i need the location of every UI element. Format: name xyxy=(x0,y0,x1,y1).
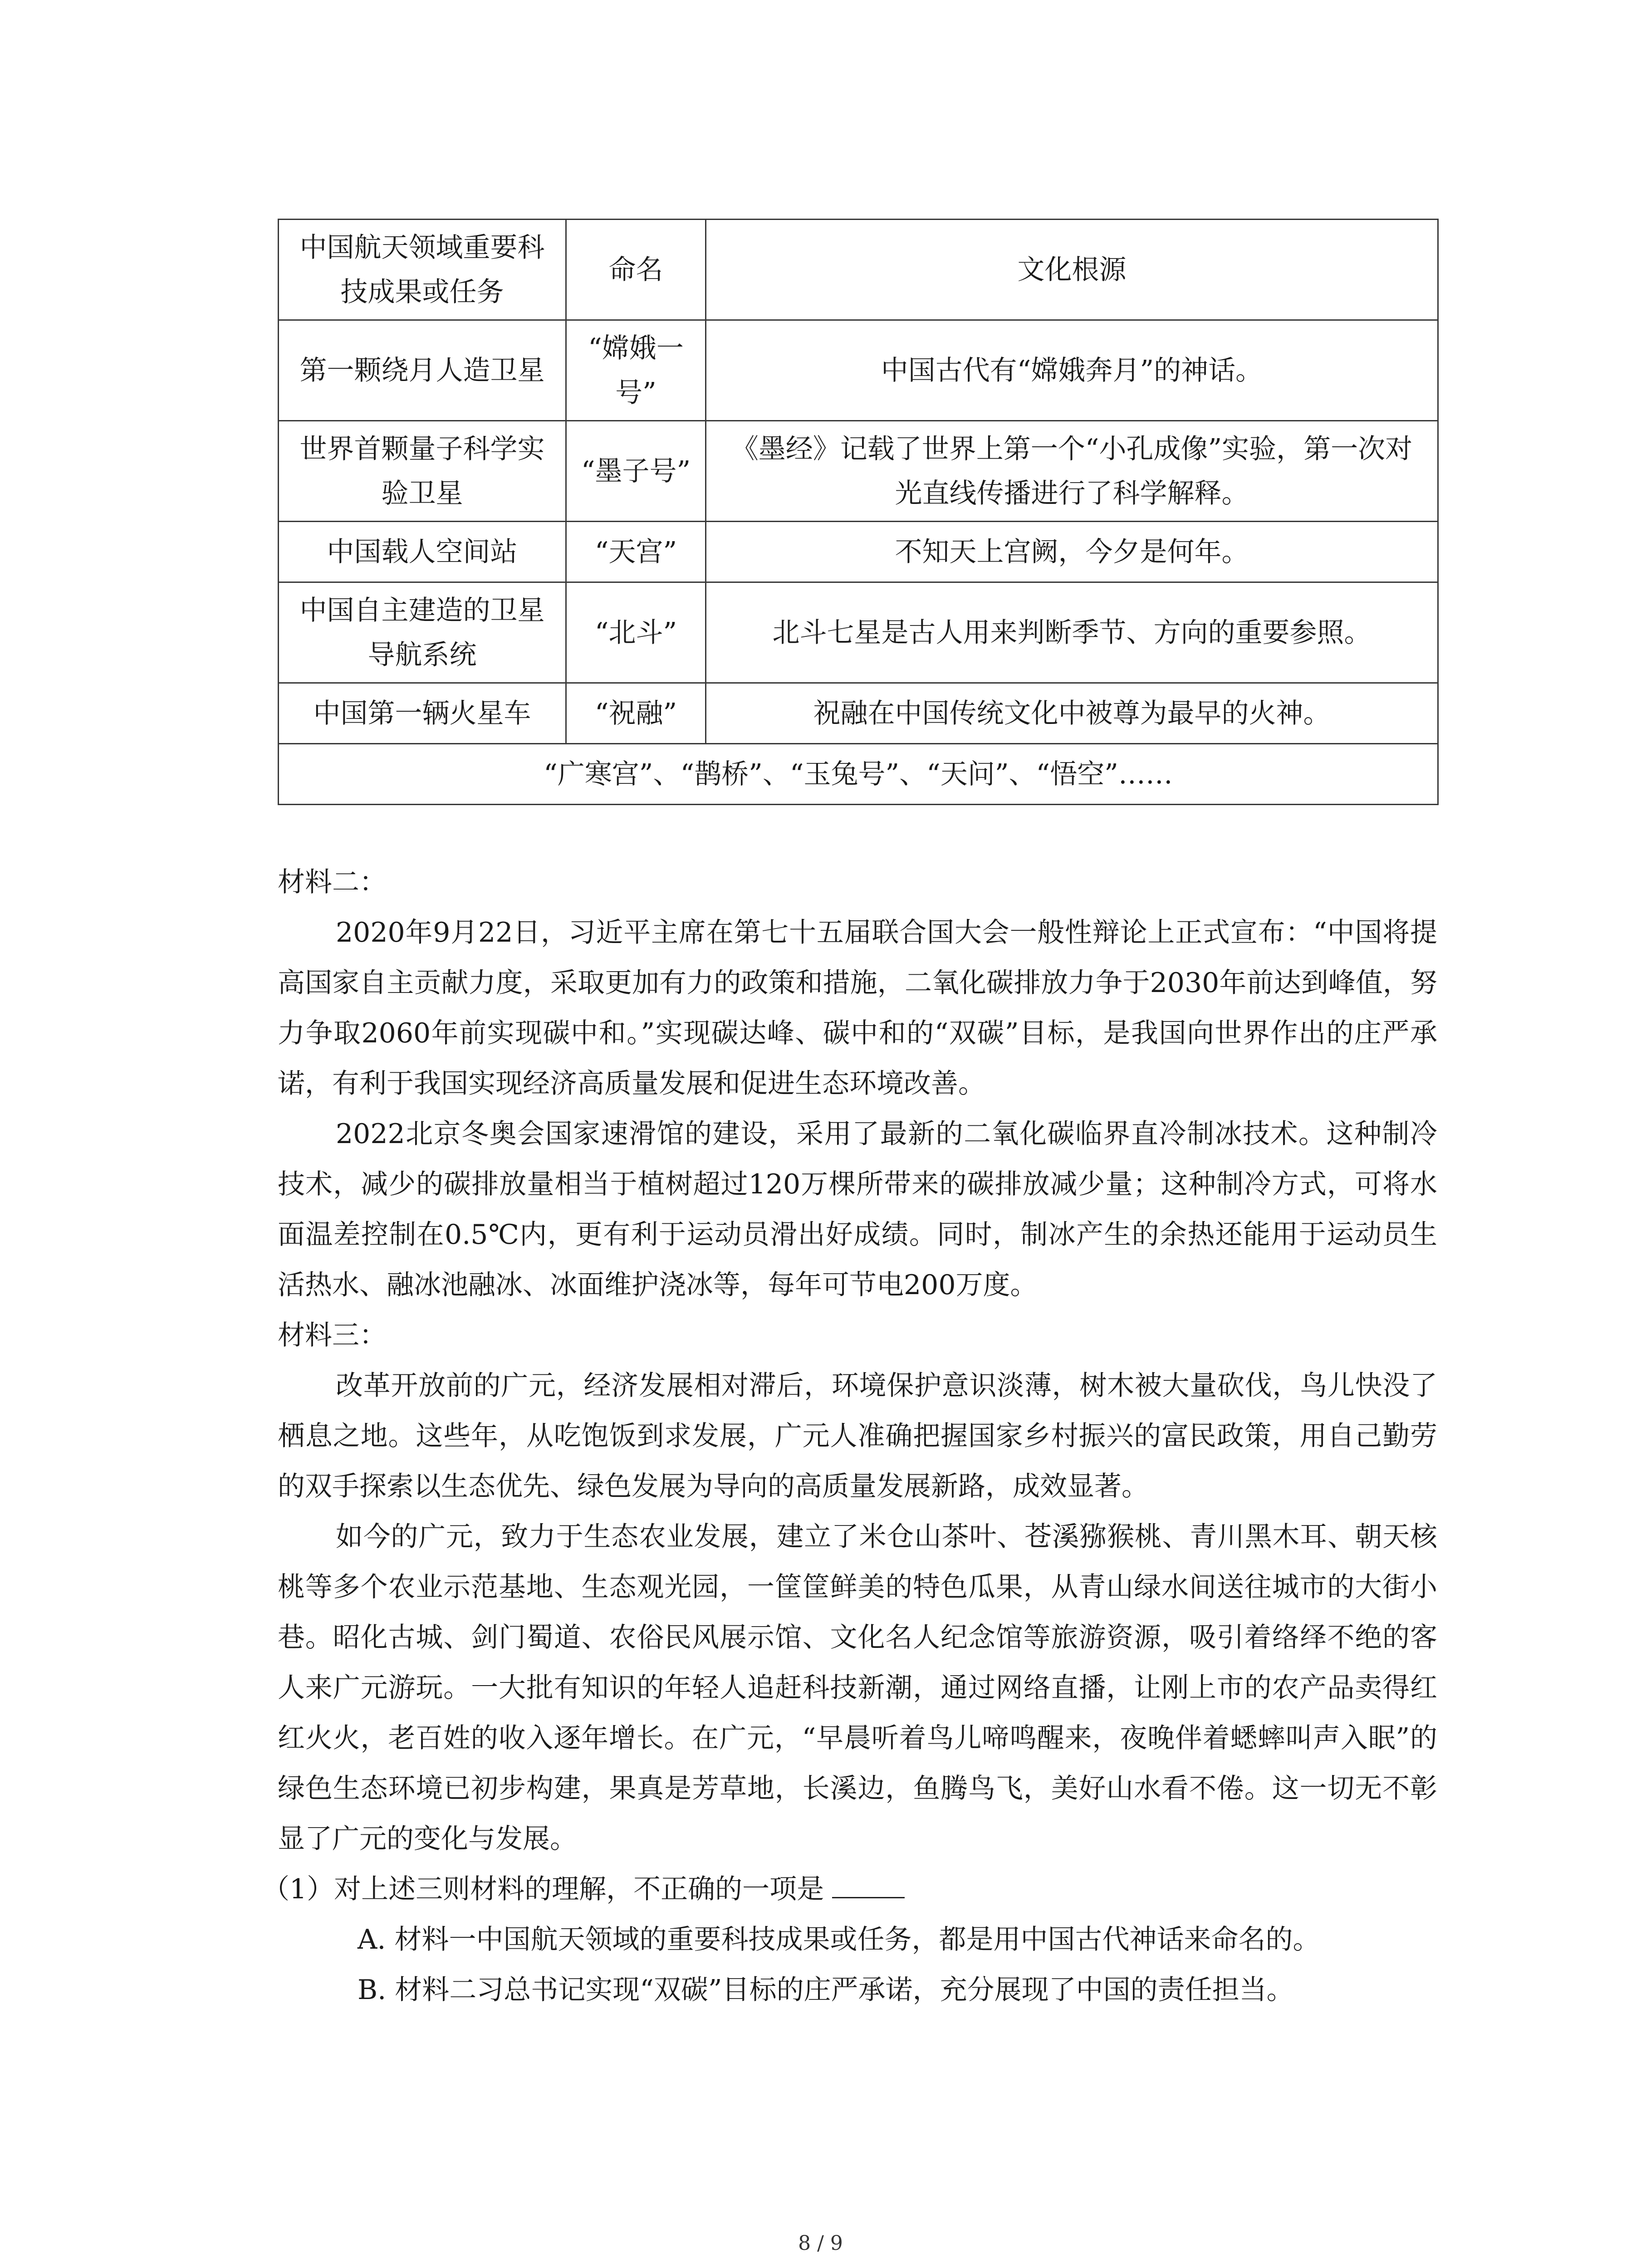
option-a: A. 材料一中国航天领域的重要科技成果或任务，都是用中国古代神话来命名的。 xyxy=(358,1924,1320,1955)
material2-paragraph-2: 2022北京冬奥会国家速滑馆的建设，采用了最新的二氧化碳临界直冷制冰技术。这种制冷技术，减少的碳排放量相当于植树超过120万棵所带来的碳排放减少量；这种制冷方式，可将水面温差控制在0.5℃内，更有利于运动员滑出好成绩。同时，制冰产生的余热还能用于运动员生活热水、融冰池融冰、冰面维护浇冰等，每年可节电200万度。 xyxy=(278,1118,1437,1301)
material3-paragraph-2: 如今的广元，致力于生态农业发展，建立了米仓山茶叶、苍溪猕猴桃、青川黑木耳、朝天核桃等多个农业示范基地、生态观光园，一筐筐鲜美的特色瓜果，从青山绿水间送往城市的大街小巷。昭化古城、剑门蜀道、农俗民风展示馆、文化名人纪念馆等旅游资源，吸引着络绎不绝的客人来广元游玩。一大批有知识的年轻人追赶科技新潮，通过网络直播，让刚上市的农产品卖得红红火火，老百姓的收入逐年增长。在广元，“早晨听着鸟儿啼鸣醒来，夜晚伴着蟋蟀叫声入眠”的绿色生态环境已初步构建，果真是芳草地，长溪边，鱼腾鸟飞，美好山水看不倦。这一切无不彰显了广元的变化与发展。 xyxy=(278,1521,1437,1855)
material3-label: 材料三： xyxy=(278,1320,387,1351)
page-number: 8 / 9 xyxy=(798,2232,843,2255)
origin-cell: 祝融在中国传统文化中被尊为最早的火神。 xyxy=(706,683,1438,744)
name-cell: “天宫” xyxy=(566,522,706,582)
name-cell: “祝融” xyxy=(566,683,706,744)
question-1 xyxy=(262,1864,1437,1915)
achievement-cell: 中国第一辆火星车 xyxy=(279,683,566,744)
table-row xyxy=(279,421,1438,522)
header-cell: 命名 xyxy=(566,220,706,320)
achievement-cell: 世界首颗量子科学实验卫星 xyxy=(279,421,566,522)
table-row xyxy=(279,320,1438,421)
achievement-cell: 中国载人空间站 xyxy=(279,522,566,582)
material2-paragraph-1: 2020年9月22日，习近平主席在第七十五届联合国大会一般性辩论上正式宣布：“中国将提高国家自主贡献力度，采取更加有力的政策和措施，二氧化碳排放力争于2030年前达到峰值，努力争取2060年前实现碳中和。”实现碳达峰、碳中和的“双碳”目标，是我国向世界作出的庄严承诺，有利于我国实现经济高质量发展和促进生态环境改善。 xyxy=(278,917,1437,1100)
footer-cell: “广寒宫”、“鹊桥”、“玉兔号”、“天问”、“悟空”…… xyxy=(279,744,1438,805)
table-row xyxy=(279,683,1438,744)
table-row xyxy=(279,522,1438,582)
header-cell: 中国航天领域重要科技成果或任务 xyxy=(279,220,566,320)
origin-cell: 不知天上宫阙，今夕是何年。 xyxy=(706,522,1438,582)
option-b: B. 材料二习总书记实现“双碳”目标的庄严承诺，充分展现了中国的责任担当。 xyxy=(358,1974,1294,2006)
header-cell: 文化根源 xyxy=(706,220,1438,320)
origin-cell: 《墨经》记载了世界上第一个“小孔成像”实验，第一次对光直线传播进行了科学解释。 xyxy=(706,421,1438,522)
name-cell: “墨子号” xyxy=(566,421,706,522)
text-area xyxy=(262,857,1437,2015)
material2-label: 材料二： xyxy=(278,866,387,898)
material3-paragraph-1: 改革开放前的广元，经济发展相对滞后，环境保护意识淡薄，树木被大量砍伐，鸟儿快没了栖息之地。这些年，从吃饱饭到求发展，广元人准确把握国家乡村振兴的富民政策，用自己勤劳的双手探索以生态优先、绿色发展为导向的高质量发展新路，成效显著。 xyxy=(278,1370,1437,1502)
table-row xyxy=(279,582,1438,683)
answer-blank xyxy=(832,1870,905,1898)
achievement-cell: 第一颗绕月人造卫星 xyxy=(279,320,566,421)
origin-cell: 中国古代有“嫦娥奔月”的神话。 xyxy=(706,320,1438,421)
name-cell: “北斗” xyxy=(566,582,706,683)
achievement-cell: 中国自主建造的卫星导航系统 xyxy=(279,582,566,683)
materials-table xyxy=(278,219,1439,805)
origin-cell: 北斗七星是古人用来判断季节、方向的重要参照。 xyxy=(706,582,1438,683)
question-text: （1）对上述三则材料的理解，不正确的一项是 xyxy=(262,1873,824,1905)
name-cell: “嫦娥一号” xyxy=(566,320,706,421)
table-header-row xyxy=(279,220,1438,320)
table-footer-row xyxy=(279,744,1438,805)
